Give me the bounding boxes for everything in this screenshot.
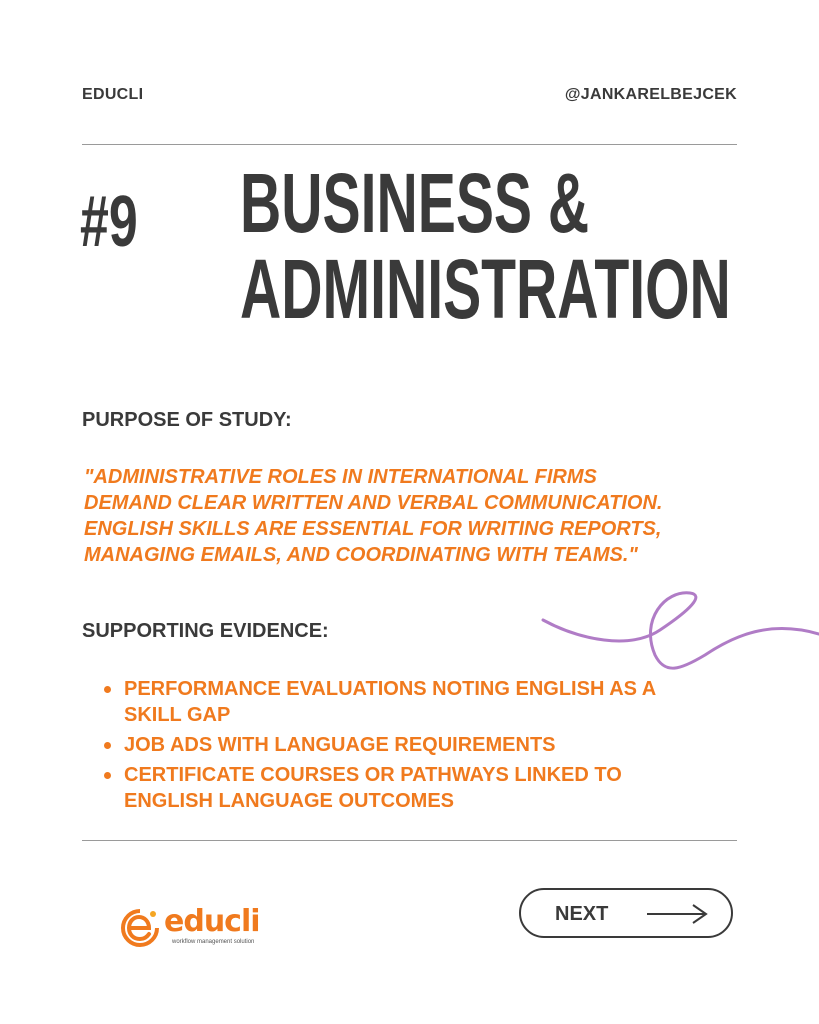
title-line-1: BUSINESS & <box>240 156 590 250</box>
slide-number: #9 <box>80 182 138 262</box>
next-button-label: NEXT <box>555 903 609 925</box>
next-button[interactable] <box>519 888 733 938</box>
evidence-label: SUPPORTING EVIDENCE: <box>82 620 329 642</box>
quote-line: "ADMINISTRATIVE ROLES IN INTERNATIONAL FIRMS <box>84 466 597 488</box>
page-title <box>240 156 731 336</box>
evidence-list <box>103 676 656 818</box>
list-item-text: SKILL GAP <box>124 704 231 726</box>
logo-wordmark: educli <box>164 904 260 939</box>
title-line-2: ADMINISTRATION <box>240 242 731 336</box>
bottom-divider <box>82 840 737 841</box>
bullet-icon <box>104 772 111 779</box>
list-item <box>103 732 656 758</box>
top-divider <box>82 144 737 145</box>
list-item-text: PERFORMANCE EVALUATIONS NOTING ENGLISH AS A <box>124 678 657 700</box>
quote-line: DEMAND CLEAR WRITTEN AND VERBAL COMMUNICATION. <box>84 492 663 514</box>
logo-e-icon <box>120 907 160 947</box>
bullet-icon <box>104 742 111 749</box>
purpose-quote <box>84 464 784 568</box>
list-item-text: CERTIFICATE COURSES OR PATHWAYS LINKED TO <box>124 764 622 786</box>
author-handle: @JANKARELBEJCEK <box>564 86 737 103</box>
quote-line: MANAGING EMAILS, AND COORDINATING WITH TEAMS." <box>84 544 638 566</box>
arrow-right-icon <box>645 903 709 925</box>
list-item <box>103 762 656 814</box>
brand-name: EDUCLI <box>82 86 144 103</box>
list-item-text: JOB ADS WITH LANGUAGE REQUIREMENTS <box>124 734 556 756</box>
quote-line: ENGLISH SKILLS ARE ESSENTIAL FOR WRITING REPORTS, <box>84 518 662 540</box>
purpose-label: PURPOSE OF STUDY: <box>82 409 292 431</box>
list-item <box>103 676 656 728</box>
bullet-icon <box>104 686 111 693</box>
logo-tagline: workflow management solution <box>172 939 255 945</box>
decorative-squiggle <box>540 590 819 680</box>
educli-logo <box>120 903 270 953</box>
list-item-text: ENGLISH LANGUAGE OUTCOMES <box>124 790 455 812</box>
